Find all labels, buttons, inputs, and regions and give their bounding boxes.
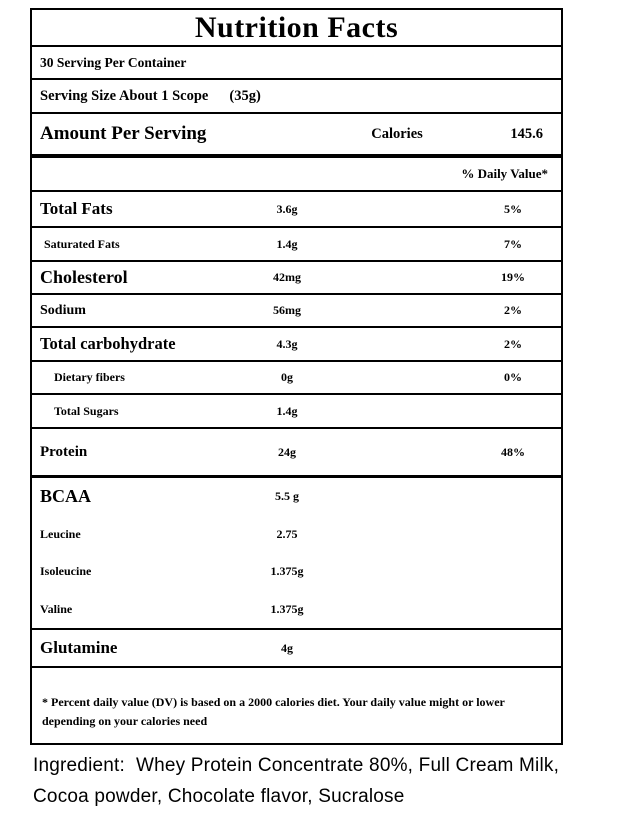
amino-row-isoleucine bbox=[32, 553, 561, 591]
footnote-line: * Percent daily value (DV) is based on a 2000 calories diet. Your daily value might or lower bbox=[42, 695, 505, 709]
nutrient-name: Saturated Fats bbox=[44, 236, 120, 251]
nutrient-row-dietary-fibers bbox=[32, 362, 561, 395]
amino-name: Isoleucine bbox=[40, 564, 92, 579]
nutrient-row-saturated-fats bbox=[32, 228, 561, 262]
nutrient-row-total-sugars bbox=[32, 395, 561, 429]
calories-row bbox=[32, 114, 561, 158]
nutrient-name: Glutamine bbox=[40, 638, 118, 657]
amino-row-valine bbox=[32, 591, 561, 629]
nutrient-name: Total carbohydrate bbox=[40, 334, 176, 353]
ingredient-line: Cocoa powder, Chocolate flavor, Sucralose bbox=[33, 786, 405, 807]
nutrient-daily-value: 0% bbox=[504, 370, 522, 384]
nutrient-row-glutamine bbox=[32, 630, 561, 668]
nutrient-daily-value: 19% bbox=[501, 270, 525, 284]
amino-amount: 2.75 bbox=[276, 526, 298, 541]
nutrient-row-total-carbohydrate bbox=[32, 328, 561, 362]
amino-amount: 1.375g bbox=[270, 564, 304, 579]
amino-amount: 5.5 g bbox=[275, 489, 299, 504]
nutrient-row-sodium bbox=[32, 295, 561, 328]
amount-per-serving-label: Amount Per Serving bbox=[40, 123, 207, 144]
nutrient-daily-value: 7% bbox=[504, 236, 522, 251]
nutrient-amount: 1.4g bbox=[276, 403, 298, 418]
nutrient-name: Protein bbox=[40, 443, 88, 460]
label-title-row bbox=[32, 10, 561, 47]
serving-size-weight: (35g) bbox=[229, 87, 261, 104]
amino-name: BCAA bbox=[40, 486, 92, 507]
nutrition-facts-label bbox=[30, 8, 563, 745]
amino-name: Valine bbox=[40, 601, 73, 616]
footnote-line: depending on your calories need bbox=[42, 714, 208, 728]
nutrient-amount: 0g bbox=[281, 370, 293, 384]
serving-size-label: Serving Size About 1 Scope bbox=[40, 87, 209, 104]
calories-value: 145.6 bbox=[510, 125, 543, 142]
nutrient-amount: 4g bbox=[281, 640, 293, 655]
nutrient-amount: 3.6g bbox=[276, 201, 298, 216]
amino-amount: 1.375g bbox=[270, 601, 304, 616]
nutrient-row-protein bbox=[32, 429, 561, 478]
nutrient-amount: 4.3g bbox=[276, 336, 298, 351]
nutrient-name: Sodium bbox=[40, 302, 86, 318]
nutrient-amount: 56mg bbox=[273, 303, 301, 317]
serving-size-row bbox=[32, 80, 561, 114]
amino-row-leucine bbox=[32, 516, 561, 554]
nutrient-name: Total Fats bbox=[40, 199, 113, 218]
amino-row-bcaa bbox=[32, 478, 561, 516]
amino-acids-section bbox=[32, 478, 561, 630]
nutrient-daily-value: 2% bbox=[504, 336, 522, 351]
nutrient-amount: 1.4g bbox=[276, 236, 298, 251]
nutrient-row-cholesterol bbox=[32, 262, 561, 295]
daily-value-footnote bbox=[32, 668, 561, 743]
nutrient-row-total-fats bbox=[32, 192, 561, 228]
servings-per-container: 30 Serving Per Container bbox=[40, 54, 187, 70]
nutrient-name: Total Sugars bbox=[54, 403, 119, 418]
nutrient-amount: 24g bbox=[278, 444, 296, 459]
nutrient-daily-value: 2% bbox=[504, 303, 522, 317]
nutrient-name: Cholesterol bbox=[40, 267, 128, 287]
ingredient-line: Ingredient: Whey Protein Concentrate 80%, Full Cream Milk, bbox=[33, 755, 560, 776]
daily-value-header-row bbox=[32, 158, 561, 192]
servings-per-container-row bbox=[32, 47, 561, 80]
nutrient-daily-value: 48% bbox=[501, 444, 525, 459]
calories-label: Calories bbox=[371, 125, 423, 142]
nutrient-daily-value: 5% bbox=[504, 201, 522, 216]
nutrient-name: Dietary fibers bbox=[54, 370, 125, 384]
nutrient-amount: 42mg bbox=[273, 270, 301, 284]
ingredient-list bbox=[33, 750, 637, 812]
label-title: Nutrition Facts bbox=[194, 10, 399, 44]
amino-name: Leucine bbox=[40, 526, 81, 541]
daily-value-header: % Daily Value* bbox=[461, 166, 548, 181]
